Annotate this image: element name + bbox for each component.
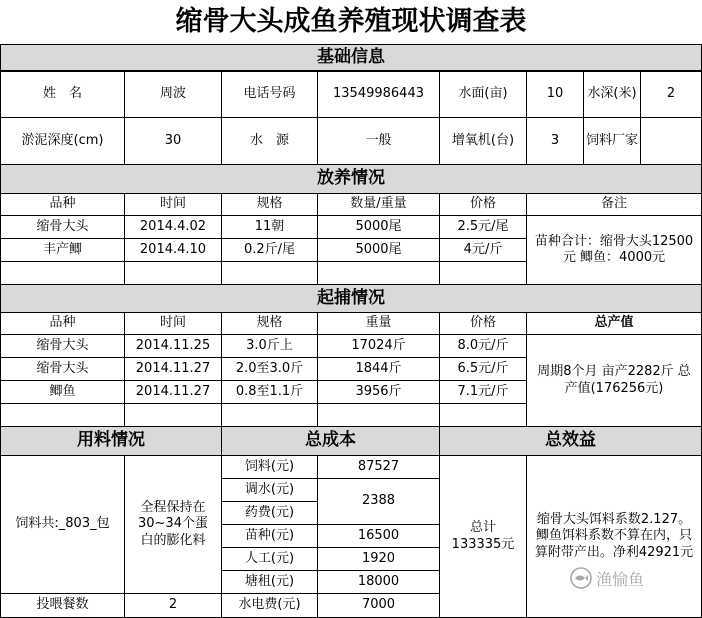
feed-description: 全程保持在30~34个蛋白的膨化料 — [124, 455, 222, 594]
water-depth-value: 2 — [640, 71, 702, 118]
stocking-col-quantity: 数量/重量 — [317, 193, 440, 216]
harvest-cell: 2.0至3.0斤 — [221, 357, 318, 381]
stocking-col-spec: 规格 — [221, 193, 318, 216]
water-area-value: 10 — [526, 71, 584, 118]
harvest-cell — [221, 403, 318, 427]
harvest-cell — [317, 403, 440, 427]
stocking-cell — [124, 261, 222, 285]
harvest-cell: 1844斤 — [317, 357, 440, 381]
harvest-cell: 缩骨大头 — [0, 357, 125, 381]
name-value: 周波 — [124, 71, 222, 118]
harvest-cell — [439, 403, 527, 427]
section-feed-header: 用料情况 — [0, 426, 222, 456]
watermark-text: 渔愉鱼 — [596, 569, 645, 589]
section-harvest-header: 起捕情况 — [0, 284, 702, 313]
feed-factory-label: 饲料厂家 — [583, 117, 641, 165]
feed-total: 饲料共:_803_包 — [0, 455, 125, 594]
stocking-cell: 2.5元/尾 — [439, 215, 527, 239]
phone-label: 电话号码 — [221, 71, 318, 118]
harvest-cell: 2014.11.27 — [124, 380, 222, 404]
harvest-total-output: 周期8个月 亩产2282斤 总产值(176256元) — [526, 334, 702, 427]
harvest-cell: 0.8至1.1斤 — [221, 380, 318, 404]
harvest-cell: 7.1元/斤 — [439, 380, 527, 404]
harvest-col-species: 品种 — [0, 312, 125, 335]
aerator-label: 增氧机(台) — [439, 117, 527, 165]
stocking-cell — [221, 261, 318, 285]
cost-total-label: 总计 — [469, 520, 496, 536]
cost-utility-value: 7000 — [317, 593, 440, 618]
cost-total — [439, 455, 527, 618]
cost-fry-label: 苗种(元) — [221, 524, 318, 548]
name-label: 姓 名 — [0, 71, 125, 118]
harvest-cell: 8.0元/斤 — [439, 334, 527, 358]
section-cost-header: 总成本 — [221, 426, 440, 456]
stocking-cell: 2014.4.02 — [124, 215, 222, 239]
harvest-cell: 3.0斤上 — [221, 334, 318, 358]
harvest-cell — [124, 403, 222, 427]
stocking-col-species: 品种 — [0, 193, 125, 216]
feedings-label: 投喂餐数 — [0, 593, 125, 618]
stocking-cell: 5000尾 — [317, 215, 440, 239]
cost-water-label: 调水(元) — [221, 478, 318, 502]
stocking-col-date: 时间 — [124, 193, 222, 216]
harvest-col-weight: 重量 — [317, 312, 440, 335]
stocking-cell: 5000尾 — [317, 238, 440, 262]
cost-water-medicine-value: 2388 — [317, 478, 440, 525]
cost-labor-value: 1920 — [317, 547, 440, 571]
harvest-col-price: 价格 — [439, 312, 527, 335]
silt-label: 淤泥深度(cm) — [0, 117, 125, 165]
harvest-cell: 3956斤 — [317, 380, 440, 404]
feed-factory-value — [640, 117, 702, 165]
stocking-cell: 4元/斤 — [439, 238, 527, 262]
water-depth-label: 水深(米) — [583, 71, 641, 118]
aerator-value: 3 — [526, 117, 584, 165]
silt-value: 30 — [124, 117, 222, 165]
cost-fry-value: 16500 — [317, 524, 440, 548]
harvest-cell: 2014.11.27 — [124, 357, 222, 381]
cost-medicine-label: 药费(元) — [221, 501, 318, 525]
source-label: 水 源 — [221, 117, 318, 165]
source-value: 一般 — [317, 117, 440, 165]
stocking-note: 苗种合计：缩骨大头12500元 鲫鱼：4000元 — [526, 215, 702, 285]
harvest-col-spec: 规格 — [221, 312, 318, 335]
harvest-cell: 鲫鱼 — [0, 380, 125, 404]
cost-labor-label: 人工(元) — [221, 547, 318, 571]
cost-feed-value: 87527 — [317, 455, 440, 479]
stocking-cell: 2014.4.10 — [124, 238, 222, 262]
section-basic-header: 基础信息 — [0, 44, 702, 71]
harvest-cell: 17024斤 — [317, 334, 440, 358]
stocking-cell — [317, 261, 440, 285]
harvest-cell: 6.5元/斤 — [439, 357, 527, 381]
stocking-cell — [439, 261, 527, 285]
harvest-col-date: 时间 — [124, 312, 222, 335]
cost-utility-label: 水电费(元) — [221, 593, 318, 618]
water-area-label: 水面(亩) — [439, 71, 527, 118]
watermark — [570, 566, 682, 590]
harvest-cell — [0, 403, 125, 427]
harvest-cell: 2014.11.25 — [124, 334, 222, 358]
stocking-cell: 缩骨大头 — [0, 215, 125, 239]
cost-rent-value: 18000 — [317, 570, 440, 594]
phone-value: 13549986443 — [317, 71, 440, 118]
cost-rent-label: 塘租(元) — [221, 570, 318, 594]
stocking-cell — [0, 261, 125, 285]
stocking-cell: 11朝 — [221, 215, 318, 239]
stocking-cell: 丰产鲫 — [0, 238, 125, 262]
harvest-col-total-output: 总产值 — [526, 312, 702, 335]
stocking-col-price: 价格 — [439, 193, 527, 216]
cost-total-value: 133335元 — [451, 536, 515, 552]
stocking-col-note: 备注 — [526, 193, 702, 216]
cost-feed-label: 饲料(元) — [221, 455, 318, 479]
fish-logo-icon — [570, 567, 592, 589]
feedings-value: 2 — [124, 593, 222, 618]
benefit-text: 缩骨大头饵料系数2.127。 鲫鱼饵料系数不算在内，只算附带产出。净利42921元 — [526, 455, 702, 618]
harvest-cell: 缩骨大头 — [0, 334, 125, 358]
page-title: 缩骨大头成鱼养殖现状调查表 — [0, 0, 702, 44]
stocking-cell: 0.2斤/尾 — [221, 238, 318, 262]
section-stocking-header: 放养情况 — [0, 164, 702, 194]
section-benefit-header: 总效益 — [439, 426, 702, 456]
